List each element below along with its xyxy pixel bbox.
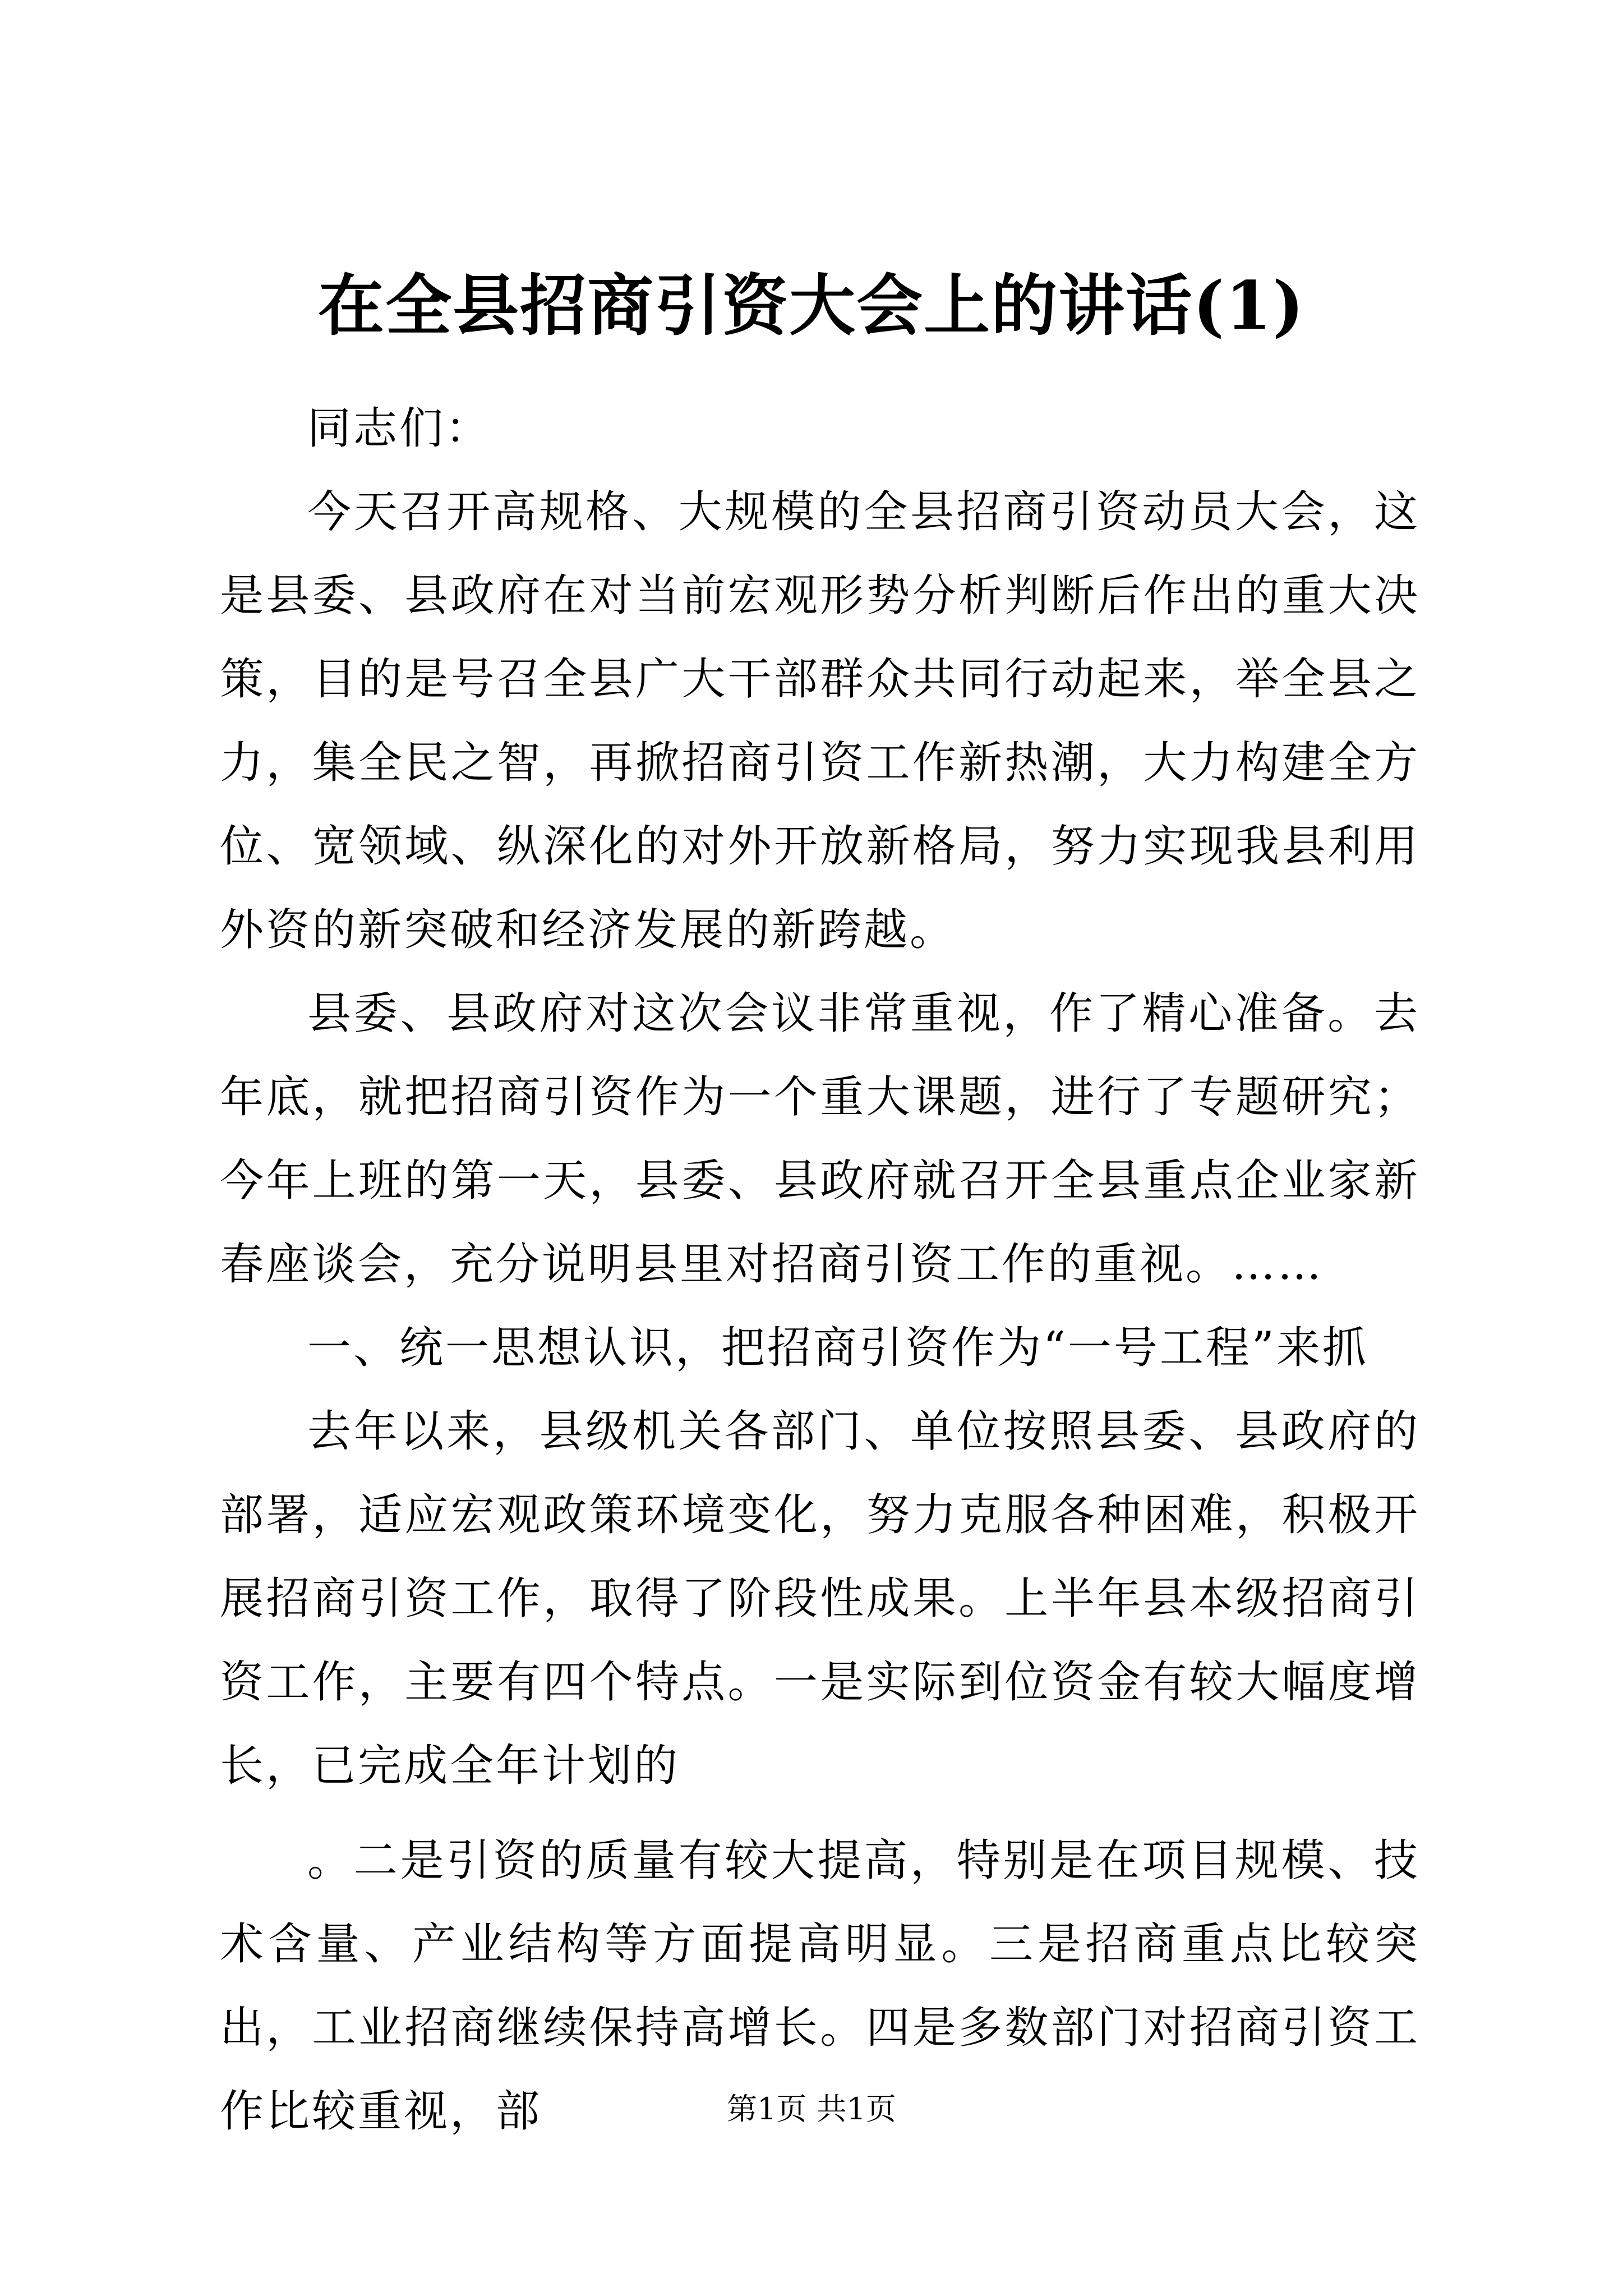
page-number-footer: 第1页 共1页 xyxy=(727,2091,896,2127)
body-paragraph: 今天召开高规格、大规模的全县招商引资动员大会，这是县委、县政府在对当前宏观形势分析判断后作出的重大决策，目的是号召全县广大干部群众共同行动起来，举全县之力，集全民之智，再掀招商引资工作新热潮，大力构建全方位、宽领域、纵深化的对外开放新格局，努力实现我县利用外资的新突破和经济发展的新跨越。 xyxy=(220,487,1420,955)
body-paragraph: 县委、县政府对这次会议非常重视，作了精心准备。去年底，就把招商引资作为一个重大课题，进行了专题研究；今年上班的第一天，县委、县政府就召开全县重点企业家新春座谈会，充分说明县里对招商引资工作的重视。…… xyxy=(220,988,1420,1290)
section-heading: 一、统一思想认识，把招商引资作为“一号工程”来抓 xyxy=(307,1323,1368,1373)
document-body xyxy=(220,387,1420,2154)
body-paragraph: 。二是引资的质量有较大提高，特别是在项目规模、技术含量、产业结构等方面提高明显。三是招商重点比较突出，工业招商继续保持高增长。四是多数部门对招商引资工作比较重视，部 xyxy=(220,1835,1420,2137)
document-title: 在全县招商引资大会上的讲话(1) xyxy=(318,266,1305,344)
body-paragraph: 去年以来，县级机关各部门、单位按照县委、县政府的部署，适应宏观政策环境变化，努力克服各种困难，积极开展招商引资工作，取得了阶段性成果。上半年县本级招商引资工作，主要有四个特点。一是实际到位资金有较大幅度增长，已完成全年计划的 xyxy=(220,1406,1420,1791)
salutation-paragraph: 同志们： xyxy=(307,403,492,454)
